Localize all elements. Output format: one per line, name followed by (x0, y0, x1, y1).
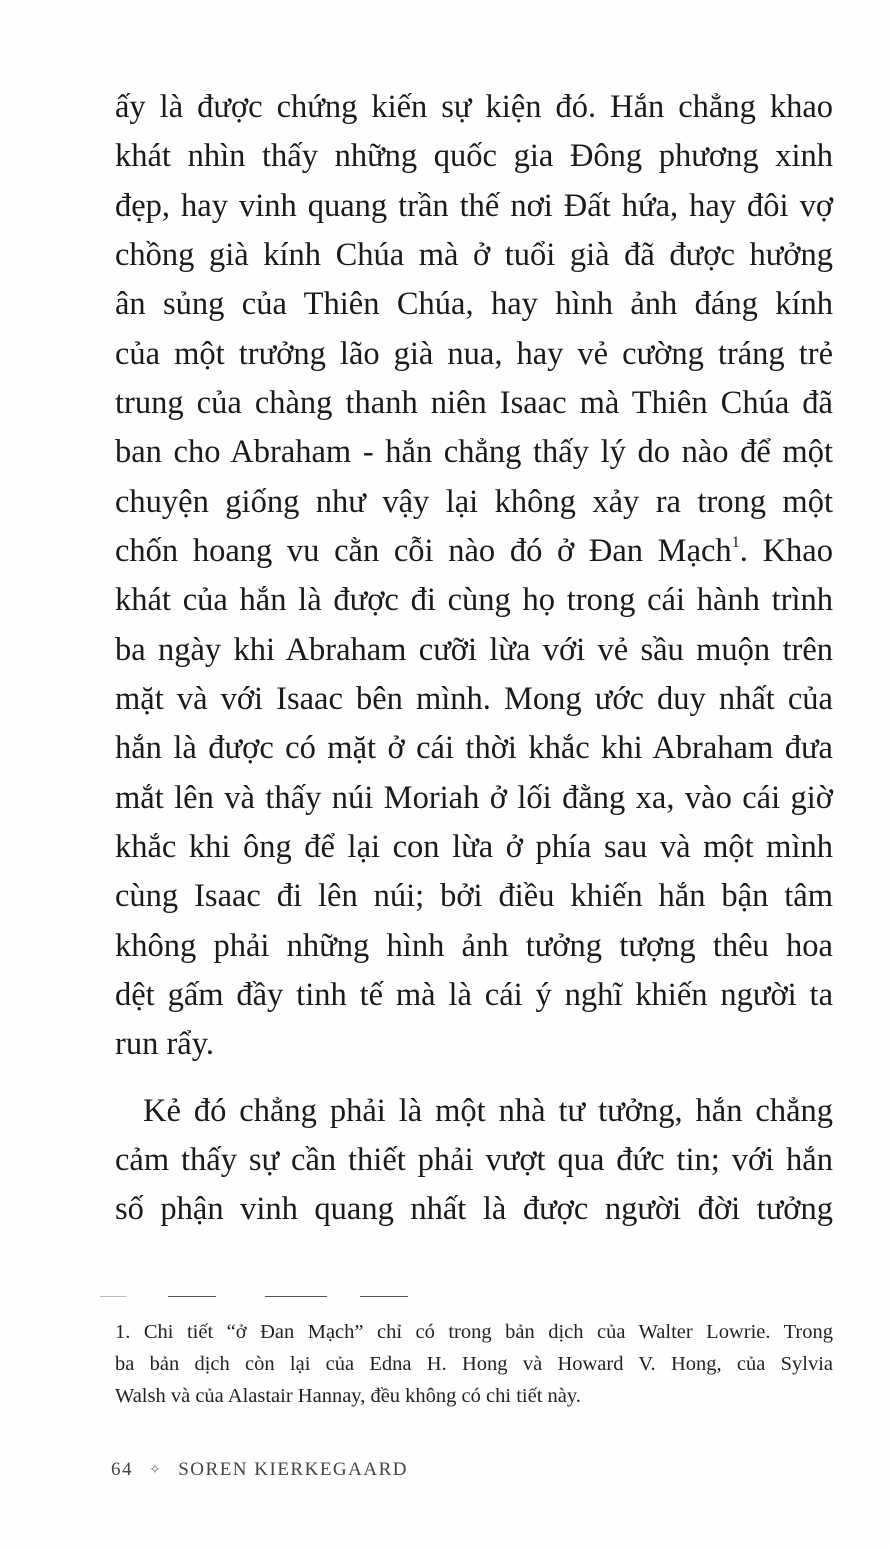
text-line: ấy là được chứng kiến sự kiện đó. Hắn chẳng khao (115, 89, 833, 125)
text-line: cảm thấy sự cần thiết phải vượt qua đức tin; với hắn (115, 1142, 833, 1178)
text-line (115, 531, 833, 571)
text-line: chồng già kính Chúa mà ở tuổi già đã được hưởng (115, 237, 833, 273)
text-line: hắn là được có mặt ở cái thời khắc khi Abraham đưa (115, 730, 833, 766)
text-line: dệt gấm đầy tinh tế mà là cái ý nghĩ khiến người ta (115, 977, 833, 1013)
text-line: đẹp, hay vinh quang trần thế nơi Đất hứa, hay đôi vợ (115, 188, 833, 224)
text-line: Kẻ đó chẳng phải là một nhà tư tưởng, hắn chẳng (143, 1093, 833, 1129)
ornament-icon: ✧ (149, 1463, 163, 1478)
text-line: của một trưởng lão già nua, hay vẻ cường tráng trẻ (115, 336, 833, 372)
footnote-reference[interactable]: 1 (731, 533, 740, 552)
text-line: số phận vinh quang nhất là được người đời tưởng (115, 1191, 833, 1227)
footnote-line: ba bản dịch còn lại của Edna H. Hong và Howard V. Hong, của Sylvia (115, 1353, 833, 1375)
footnote-line: 1. Chi tiết “ở Đan Mạch” chỉ có trong bản dịch của Walter Lowrie. Trong (115, 1321, 833, 1343)
text-line: ba ngày khi Abraham cưỡi lừa với vẻ sầu muộn trên (115, 632, 833, 668)
rule-segment (265, 1296, 327, 1297)
line-text: chốn hoang vu cằn cỗi nào đó ở Đan Mạch (115, 533, 732, 569)
rule-segment (168, 1296, 216, 1297)
text-line: khắc khi ông để lại con lừa ở phía sau và một mình (115, 829, 833, 865)
text-line: cùng Isaac đi lên núi; bởi điều khiến hắn bận tâm (115, 878, 833, 914)
text-line: không phải những hình ảnh tưởng tượng thêu hoa (115, 928, 833, 964)
text-line: ân sủng của Thiên Chúa, hay hình ảnh đáng kính (115, 286, 833, 322)
running-title: SOREN KIERKEGAARD (178, 1459, 408, 1480)
rule-segment (360, 1296, 408, 1297)
text-line: mắt lên và thấy núi Moriah ở lối đằng xa, vào cái giờ (115, 780, 833, 816)
running-footer (111, 1457, 408, 1484)
text-line: khát nhìn thấy những quốc gia Đông phương xinh (115, 138, 833, 174)
text-line: trung của chàng thanh niên Isaac mà Thiên Chúa đã (115, 385, 833, 421)
line-text: . Khao (739, 533, 833, 569)
text-line: run rẩy. (115, 1026, 214, 1062)
text-line: ban cho Abraham - hắn chẳng thấy lý do nào để một (115, 434, 833, 470)
text-line: chuyện giống như vậy lại không xảy ra trong một (115, 484, 833, 520)
text-line: khát của hắn là được đi cùng họ trong cái hành trình (115, 582, 833, 618)
page-number: 64 (111, 1459, 133, 1480)
text-line: mặt và với Isaac bên mình. Mong ước duy nhất của (115, 681, 833, 717)
footnote-line: Walsh và của Alastair Hannay, đều không có chi tiết này. (115, 1385, 581, 1407)
rule-segment (100, 1296, 126, 1297)
